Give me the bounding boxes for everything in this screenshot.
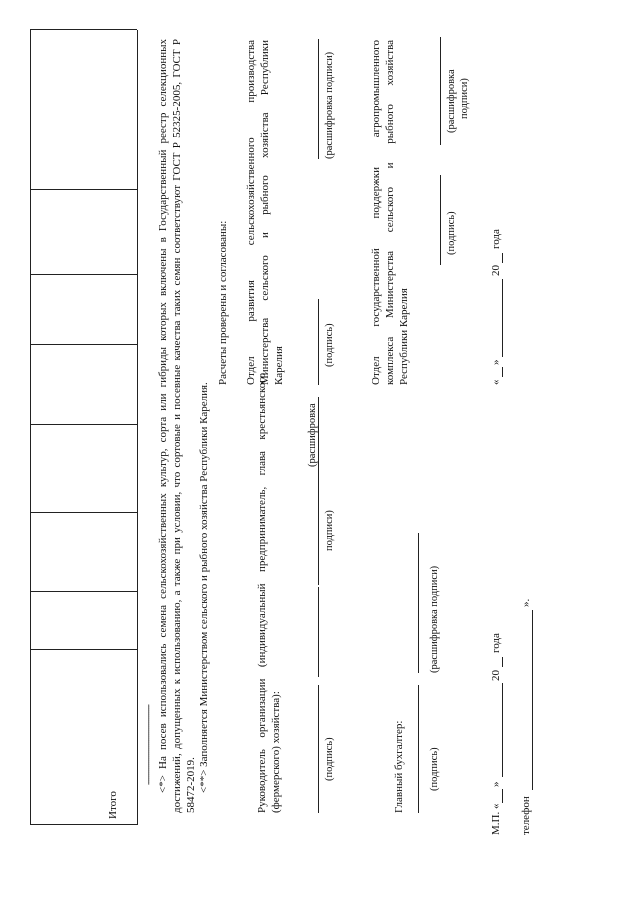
mp-date-year-word: года	[490, 633, 502, 653]
dept2-decode-line	[440, 37, 441, 145]
dept1-sign-line	[318, 299, 319, 385]
head-decode-label-part-1: (расшифровка	[307, 403, 318, 467]
dept2-sign-line	[440, 175, 441, 265]
approval-date-month-line	[502, 279, 503, 357]
head-decode-line	[318, 587, 319, 677]
approval-date-year-line	[502, 253, 503, 263]
head-decode-label-part-2: подписи)	[324, 510, 335, 551]
dept1-line-1: Отдел развития сельскохозяйственного производства	[245, 40, 257, 385]
approval-date-close: »	[490, 359, 502, 365]
phone-end: ».	[520, 598, 532, 607]
dept1-sign-label: (подпись)	[324, 323, 335, 367]
mp-date-day-line	[502, 789, 503, 803]
dept2-line-3: Республики Карелия	[398, 288, 410, 385]
mp-date-prefix: М.П. «	[490, 803, 502, 835]
dept2-line-1: Отдел государственной поддержки агропромышленного	[370, 40, 382, 385]
approval-date-year-word: года	[490, 229, 502, 249]
footnote-1-line-3: 58472-2019.	[185, 757, 197, 813]
accountant-sign-label: (подпись)	[429, 747, 440, 791]
mp-date-year-num: 20	[490, 670, 502, 681]
footnote-1-line-1: <*> На посев использовались семена сельскохозяйственных культур, сорта или гибриды которых включены в Государственный реестр селекционных	[157, 39, 169, 793]
dept2-decode-label-part-2: подписи)	[459, 78, 470, 119]
dept2-decode-label-part-1: (расшифровка	[446, 69, 457, 133]
approval-date-year-num: 20	[490, 265, 502, 276]
approval-date-day-line	[502, 367, 503, 377]
accountant-decode-label: (расшифровка подписи)	[429, 565, 440, 673]
head-sign-line	[318, 685, 319, 813]
head-title-line-2: (фермерского) хозяйства):	[270, 691, 282, 813]
head-title-line-1: Руководитель организации (индивидуальный предприниматель, глава крестьянского	[256, 373, 268, 813]
approval-date-open: «	[490, 379, 502, 385]
phone-line	[532, 610, 533, 790]
dept2-sign-label: (подпись)	[446, 211, 457, 255]
table-total-label: Итого	[107, 791, 119, 819]
footnote-2: <**> Заполняется Министерством сельского и рыбного хозяйства Республики Карелия.	[198, 382, 210, 793]
dept1-line-2: Министерства сельского и рыбного хозяйства Республики	[259, 40, 271, 385]
mp-date-month-line	[502, 683, 503, 777]
dept1-decode-line	[318, 39, 319, 159]
approval-title: Расчеты проверены и согласованы:	[217, 220, 229, 385]
dept1-decode-label: (расшифровка подписи)	[324, 51, 335, 159]
dept2-line-2: комплекса Министерства сельского и рыбного хозяйства	[384, 40, 396, 385]
footnote-rule: ----------------------------------------	[143, 705, 153, 785]
accountant-title: Главный бухгалтер:	[393, 720, 405, 813]
footnote-1-line-2: достижений, допущенных к использованию, а также при условии, что сортовые и посевные качества таких семян соответствуют ГОСТ Р 52325-2005, ГОСТ Р	[171, 39, 183, 813]
head-sign-label: (подпись)	[324, 737, 335, 781]
phone-label: телефон	[520, 796, 532, 835]
mp-date-year-line	[502, 657, 503, 667]
dept1-line-3: Карелия	[273, 346, 285, 385]
accountant-sign-line	[418, 685, 419, 813]
accountant-decode-line	[418, 533, 419, 673]
mp-date-close: »	[490, 781, 502, 787]
